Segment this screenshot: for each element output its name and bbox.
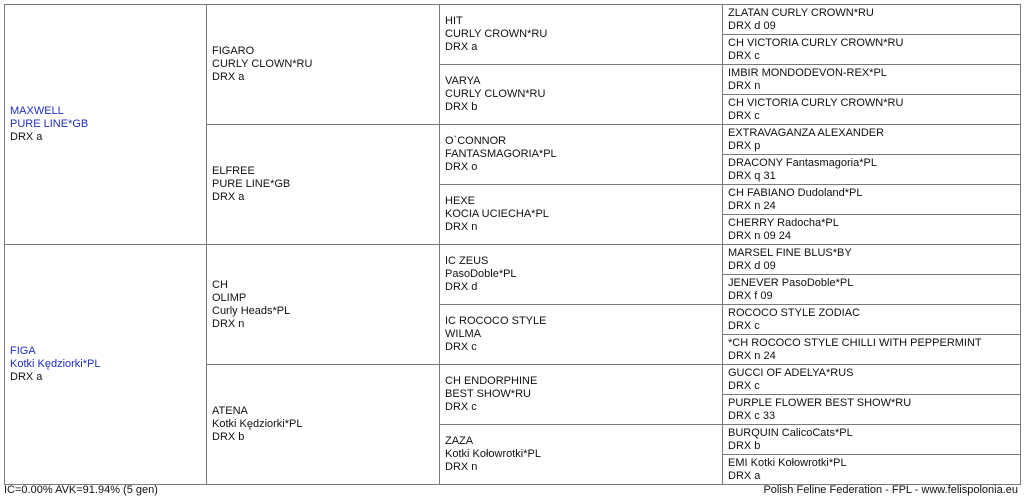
cat-name-line: HEXE — [445, 195, 475, 207]
gen2-grandparent — [207, 365, 440, 485]
cat-name-line: Kotki Kędziorki*PL — [212, 418, 303, 430]
cat-name-line: CH FABIANO Dudoland*PL — [728, 186, 863, 199]
cat-name-line: PURE LINE*GB — [212, 178, 291, 190]
breed-code: DRX n — [445, 221, 478, 233]
breed-code: DRX n 24 — [728, 199, 776, 212]
cat-name-line: KOCIA UCIECHA*PL — [445, 208, 549, 220]
cat-name-line: ZAZA — [445, 435, 474, 447]
pedigree-table — [4, 4, 1021, 485]
breed-code: DRX c 33 — [728, 409, 776, 422]
cat-name-line: BURQUIN CalicoCats*PL — [728, 426, 853, 439]
gen2-grandparent — [207, 245, 440, 365]
parent-name-line[interactable]: Kotki Kędziorki*PL — [10, 358, 101, 370]
cat-name-line: CH — [212, 278, 228, 291]
cat-name-line: FIGARO — [212, 45, 255, 57]
cat-name-line: CH VICTORIA CURLY CROWN*RU — [728, 96, 904, 109]
breed-code: DRX a — [10, 131, 43, 143]
cat-name-line: GUCCI OF ADELYA*RUS — [728, 366, 854, 379]
cat-name-line: ROCOCO STYLE ZODIAC — [728, 306, 861, 319]
cat-name-line: EMI Kotki Kołowrotki*PL — [728, 456, 847, 469]
cat-name-line: PasoDoble*PL — [445, 268, 517, 280]
cat-name-line: Kotki Kołowrotki*PL — [445, 448, 541, 460]
gen2-grandparent — [207, 125, 440, 245]
gen3-ancestor — [440, 65, 723, 125]
gen3-ancestor — [440, 125, 723, 185]
gen4-ancestor — [723, 425, 1021, 455]
gen3-ancestor — [440, 425, 723, 485]
pedigree-row — [5, 245, 1021, 275]
gen4-ancestor — [723, 65, 1021, 95]
cat-name-line: IC ROCOCO STYLE — [445, 315, 547, 327]
breed-code: DRX b — [212, 431, 245, 443]
cat-name-line: O`CONNOR — [445, 135, 507, 147]
breed-code: DRX c — [445, 341, 477, 353]
cat-name-line: CURLY CLOWN*RU — [445, 88, 546, 100]
cat-name-line: CHERRY Radocha*PL — [728, 216, 839, 229]
gen3-ancestor — [440, 185, 723, 245]
breed-code: DRX n 24 — [728, 349, 776, 362]
cat-name-line: JENEVER PasoDoble*PL — [728, 276, 854, 289]
breed-code: DRX d 09 — [728, 259, 776, 272]
cat-name-line: CURLY CLOWN*RU — [212, 58, 313, 70]
breed-code: DRX c — [728, 379, 760, 392]
breed-code: DRX d — [445, 281, 478, 293]
cat-name-line: HIT — [445, 15, 463, 27]
cat-name-line: OLIMP — [212, 291, 247, 304]
cat-name-line: DRACONY Fantasmagoria*PL — [728, 156, 877, 169]
gen4-ancestor — [723, 215, 1021, 245]
cat-name-line: CH ENDORPHINE — [445, 375, 538, 387]
cat-name-line: FANTASMAGORIA*PL — [445, 148, 557, 160]
gen3-ancestor — [440, 245, 723, 305]
cat-name-line: *CH ROCOCO STYLE CHILLI WITH PEPPERMINT — [728, 336, 982, 349]
gen4-ancestor — [723, 395, 1021, 425]
cat-name-line: VARYA — [445, 75, 481, 87]
cat-name-line: WILMA — [445, 328, 482, 340]
pedigree-row — [5, 5, 1021, 35]
cat-name-line: MARSEL FINE BLUS*BY — [728, 246, 852, 259]
gen4-ancestor — [723, 305, 1021, 335]
gen4-ancestor — [723, 155, 1021, 185]
breed-code: DRX a — [212, 191, 245, 203]
gen4-ancestor — [723, 125, 1021, 155]
cat-name-line: ATENA — [212, 405, 248, 417]
breed-code: DRX f 09 — [728, 289, 773, 302]
cat-name-line: CURLY CROWN*RU — [445, 28, 548, 40]
breed-code: DRX o — [445, 161, 478, 173]
cat-name-line: ZLATAN CURLY CROWN*RU — [728, 6, 874, 19]
cat-name-line: PURPLE FLOWER BEST SHOW*RU — [728, 396, 912, 409]
gen2-grandparent — [207, 5, 440, 125]
gen4-ancestor — [723, 245, 1021, 275]
gen3-ancestor — [440, 365, 723, 425]
breed-code: DRX n — [728, 79, 761, 92]
parent-name-line[interactable]: PURE LINE*GB — [10, 118, 89, 130]
cat-name-line: IC ZEUS — [445, 255, 489, 267]
breed-code: DRX n — [445, 461, 478, 473]
source-credit: Polish Feline Federation - FPL - www.felispolonia.eu — [763, 484, 1018, 496]
breed-code: DRX b — [728, 439, 761, 452]
gen4-ancestor — [723, 35, 1021, 65]
breed-code: DRX c — [728, 319, 760, 332]
gen4-ancestor — [723, 95, 1021, 125]
cat-name-line: IMBIR MONDODEVON-REX*PL — [728, 66, 887, 79]
parent-name-line[interactable]: MAXWELL — [10, 105, 64, 117]
breed-code: DRX c — [728, 109, 760, 122]
breed-code: DRX d 09 — [728, 19, 776, 32]
cat-name-line: ELFREE — [212, 165, 255, 177]
gen4-ancestor — [723, 455, 1021, 485]
gen3-ancestor — [440, 5, 723, 65]
cat-name-line: BEST SHOW*RU — [445, 388, 531, 400]
breed-code: DRX n — [212, 317, 245, 330]
gen3-ancestor — [440, 305, 723, 365]
gen1-parent[interactable] — [5, 245, 207, 485]
breed-code: DRX a — [10, 371, 43, 383]
gen1-parent[interactable] — [5, 5, 207, 245]
breed-code: DRX a — [212, 71, 245, 83]
cat-name-line: Curly Heads*PL — [212, 304, 291, 317]
inbreeding-stats: IC=0.00% AVK=91.94% (5 gen) — [4, 484, 158, 496]
parent-name-line[interactable]: FIGA — [10, 345, 36, 357]
breed-code: DRX c — [445, 401, 477, 413]
breed-code: DRX b — [445, 101, 478, 113]
gen4-ancestor — [723, 365, 1021, 395]
breed-code: DRX a — [445, 41, 478, 53]
cat-name-line: CH VICTORIA CURLY CROWN*RU — [728, 36, 904, 49]
breed-code: DRX c — [728, 49, 760, 62]
breed-code: DRX q 31 — [728, 169, 776, 182]
breed-code: DRX a — [728, 469, 761, 482]
gen4-ancestor — [723, 335, 1021, 365]
breed-code: DRX n 09 24 — [728, 229, 791, 242]
gen4-ancestor — [723, 5, 1021, 35]
cat-name-line: EXTRAVAGANZA ALEXANDER — [728, 126, 885, 139]
gen4-ancestor — [723, 275, 1021, 305]
gen4-ancestor — [723, 185, 1021, 215]
breed-code: DRX p — [728, 139, 761, 152]
